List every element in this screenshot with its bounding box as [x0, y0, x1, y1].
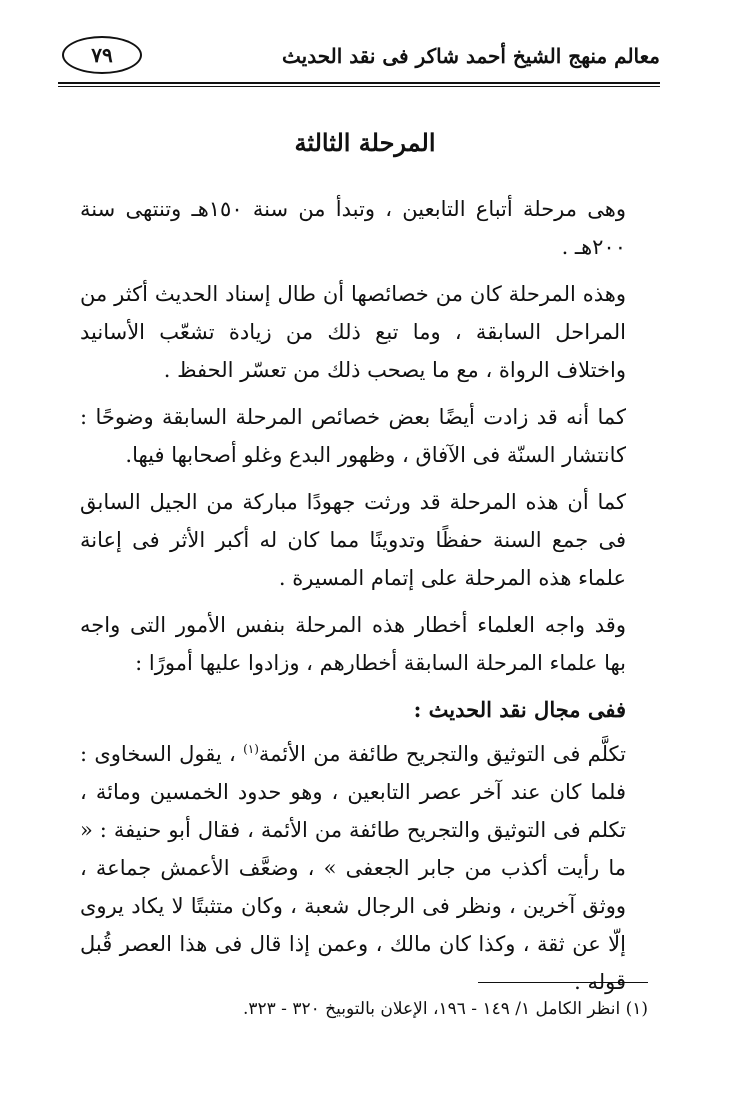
sub-heading: ففى مجال نقد الحديث : — [413, 697, 626, 722]
body-text — [80, 190, 648, 1010]
section-heading: المرحلة الثالثة — [294, 128, 436, 157]
paragraph-5: وقد واجه العلماء أخطار هذه المرحلة بنفس الأمور التى واجه بها علماء المرحلة السابقة أخطارهم ، وزادوا عليها أمورًا : — [80, 613, 626, 675]
paragraph-2: وهذه المرحلة كان من خصائصها أن طال إسناد الحديث أكثر من المراحل السابقة ، وما تبع ذلك من زيادة تشعّب الأسانيد واختلاف الرواة ، مع ما يصحب ذلك من تعسّر الحفظ . — [80, 282, 626, 382]
header-rule — [58, 82, 660, 84]
footnote-reference[interactable]: (١) — [243, 742, 259, 756]
paragraph-6 — [80, 735, 648, 1001]
header-rule-thin — [58, 86, 660, 87]
footnote-separator — [478, 982, 648, 983]
running-header — [58, 30, 660, 90]
paragraph-3: كما أنه قد زادت أيضًا بعض خصائص المرحلة السابقة وضوحًا : كانتشار السنّة فى الآفاق ، وظهور البدع وغلو أصحابها فيها. — [80, 405, 626, 467]
book-title: معالم منهج الشيخ أحمد شاكر فى نقد الحديث — [282, 44, 660, 68]
paragraph-6-start: تكلَّم فى التوثيق والتجريح طائفة من الأئمة — [258, 742, 627, 766]
footnote: (١) انظر الكامل ١/ ١٤٩ - ١٩٦، الإعلان بالتوبيخ ٣٢٠ - ٣٢٣. — [242, 999, 648, 1019]
page-number: ٧٩ — [62, 36, 142, 74]
paragraph-6-rest: ، يقول السخاوى : فلما كان عند آخر عصر التابعين ، وهو حدود الخمسين ومائة ، تكلم فى التوثيق والتجريح طائفة من الأئمة ، فقال أبو حنيفة : « ما رأيت أكذب من جابر الجعفى » ، وضعَّف الأعمش جماعة ، ووثق آخرين ، ونظر فى الرجال شعبة ، وكان متثبتًا لا يكاد يروى إلّا عن ثقة ، وكذا كان مالك ، وعمن إذا قال فى هذا العصر قُبل قوله . — [80, 742, 626, 994]
paragraph-1: وهى مرحلة أتباع التابعين ، وتبدأ من سنة ١٥٠هـ وتنتهى سنة ٢٠٠هـ . — [80, 197, 626, 259]
paragraph-4: كما أن هذه المرحلة قد ورثت جهودًا مباركة من الجيل السابق فى جمع السنة حفظًا وتدوينًا مما كان له أكبر الأثر فى إعانة علماء هذه المرحلة على إتمام المسيرة . — [80, 490, 626, 590]
